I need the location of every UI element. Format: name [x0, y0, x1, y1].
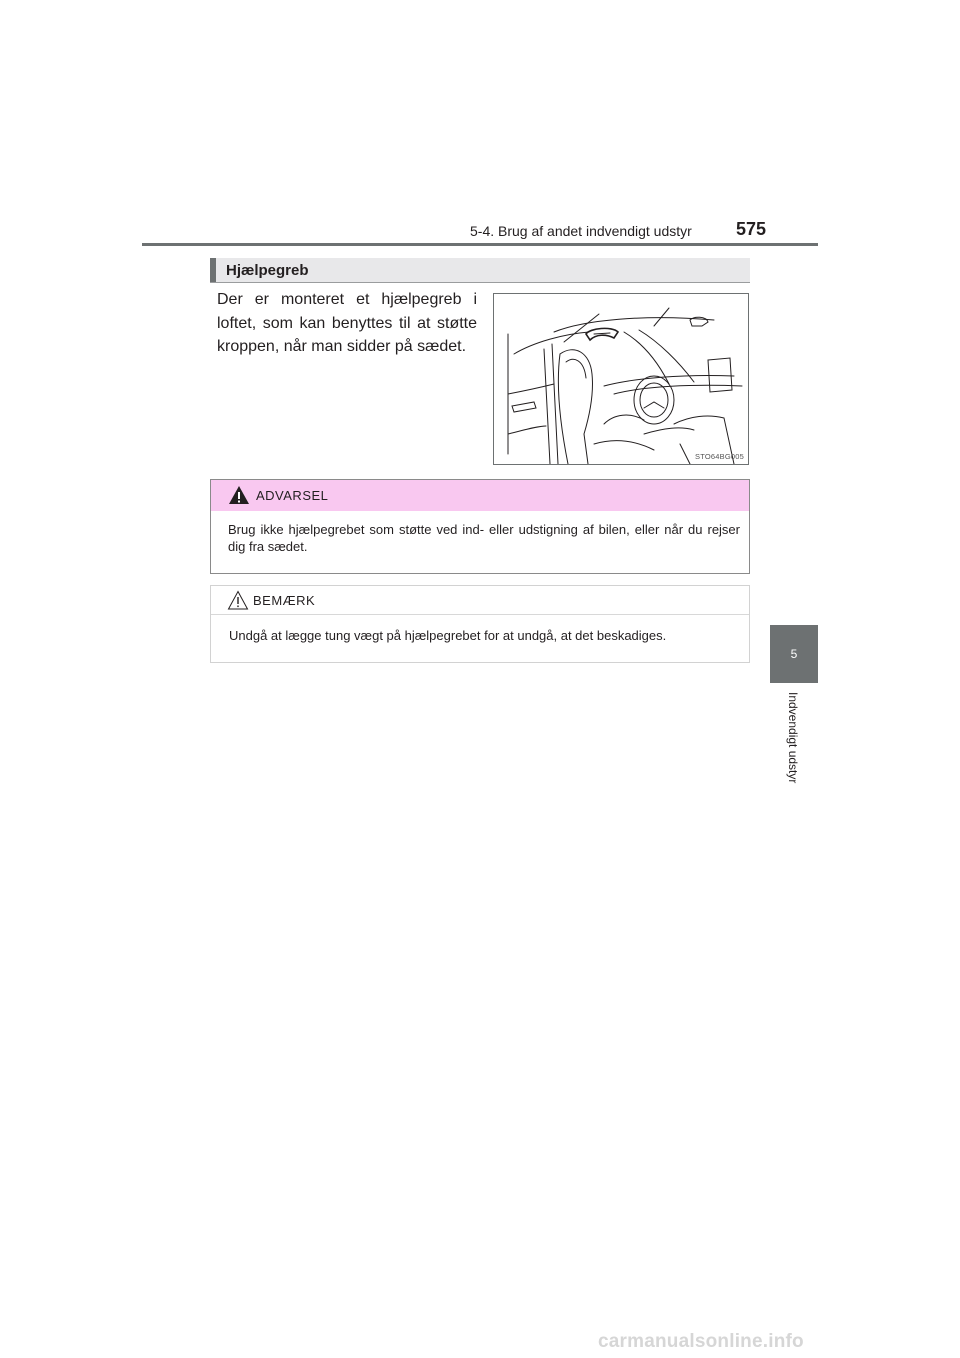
warning-text: Brug ikke hjælpegrebet som støtte ved ind- eller udstigning af bilen, eller når du rejser dig fra sædet.: [228, 522, 740, 554]
watermark: carmanualsonline.info: [598, 1331, 804, 1352]
notice-header: [211, 586, 749, 615]
chapter-number: 5: [790, 647, 798, 661]
section-title: Hjælpegreb: [226, 262, 309, 279]
header-rule: [142, 243, 818, 246]
page-number: 575: [736, 219, 767, 239]
section-header-bar: [210, 258, 216, 282]
warning-header: [211, 480, 749, 511]
section-body-text: Der er monteret et hjælpegreb i loftet, som kan benyttes til at støtte kroppen, når man sidder på sædet.: [217, 291, 477, 355]
header-section-title: 5-4. Brug af andet indvendigt udstyr: [470, 223, 692, 239]
warning-triangle-icon: [228, 485, 250, 505]
notice-label: BEMÆRK: [253, 593, 316, 608]
warning-label: ADVARSEL: [256, 488, 329, 503]
notice-box: [210, 585, 750, 663]
assist-grip-illustration: [493, 293, 749, 465]
section-header: [210, 258, 750, 283]
notice-text: Undgå at lægge tung vægt på hjælpegrebet for at undgå, at det beskadiges.: [229, 628, 667, 643]
chapter-label: Indvendigt udstyr: [786, 692, 800, 784]
notice-triangle-icon: [227, 590, 249, 610]
illustration-code: STO64BG005: [695, 452, 744, 461]
car-interior-drawing: [494, 294, 749, 465]
chapter-tab[interactable]: [770, 625, 818, 683]
warning-box: [210, 479, 750, 574]
